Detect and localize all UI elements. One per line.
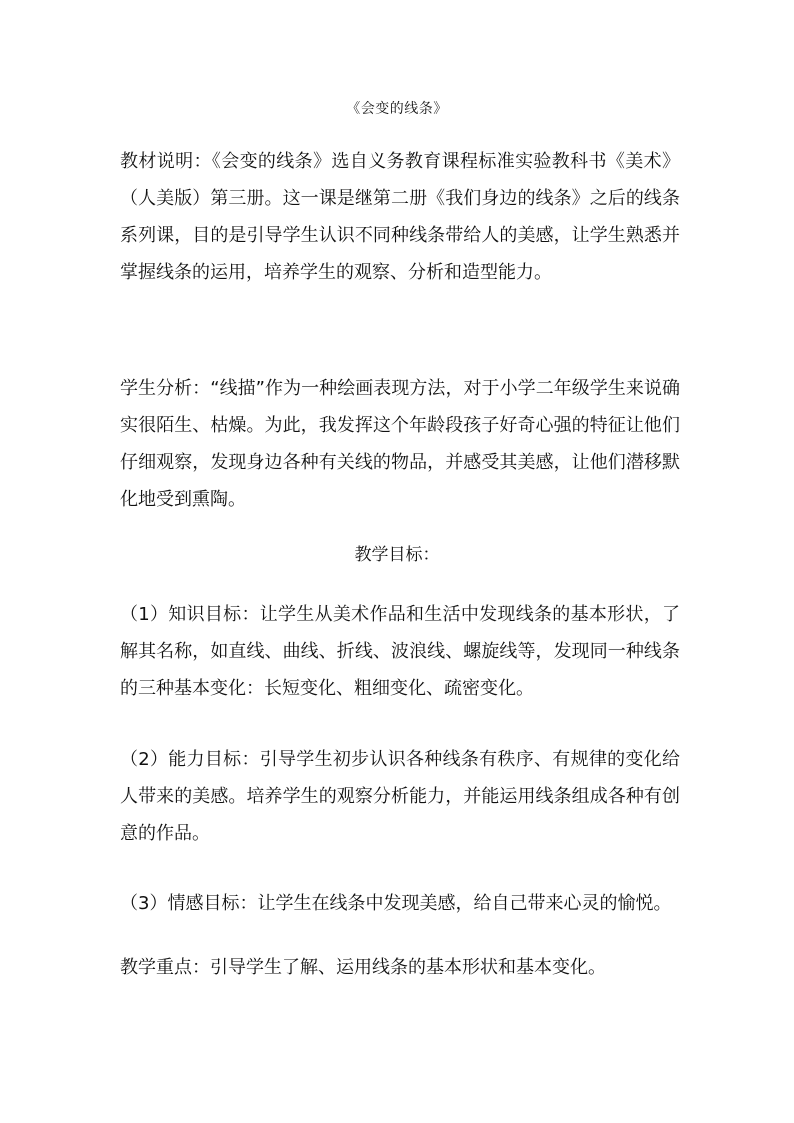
objective-knowledge-paragraph: （1）知识目标：让学生从美术作品和生活中发现线条的基本形状，了解其名称，如直线、曲线、折线、波浪线、螺旋线等，发现同一种线条的三种基本变化：长短变化、粗细变化、疏密变化。 [120,604,680,699]
material-description-paragraph: 教材说明：《会变的线条》选自义务教育课程标准实验教科书《美术》（人美版）第三册。这一课是继第二册《我们身边的线条》之后的线条系列课，目的是引导学生认识不同种线条带给人的美感，让学生熟悉并掌握线条的运用，培养学生的观察、分析和造型能力。 [120,151,680,283]
student-analysis-paragraph: 学生分析：“线描”作为一种绘画表现方法，对于小学二年级学生来说确实很陌生、枯燥。为此，我发挥这个年龄段孩子好奇心强的特征让他们仔细观察，发现身边各种有关线的物品，并感受其美感，让他们潜移默化地受到熏陶。 [120,378,680,510]
objective-emotion-paragraph: （3）情感目标：让学生在线条中发现美感，给自己带来心灵的愉悦。 [120,893,672,914]
objective-ability-paragraph: （2）能力目标：引导学生初步认识各种线条有秩序、有规律的变化给人带来的美感。培养学生的观察分析能力，并能运用线条组成各种有创意的作品。 [120,749,680,844]
teaching-key-point-paragraph: 教学重点：引导学生了解、运用线条的基本形状和基本变化。 [120,957,606,978]
document-title: 《会变的线条》 [346,101,448,117]
objectives-heading: 教学目标： [354,545,440,565]
